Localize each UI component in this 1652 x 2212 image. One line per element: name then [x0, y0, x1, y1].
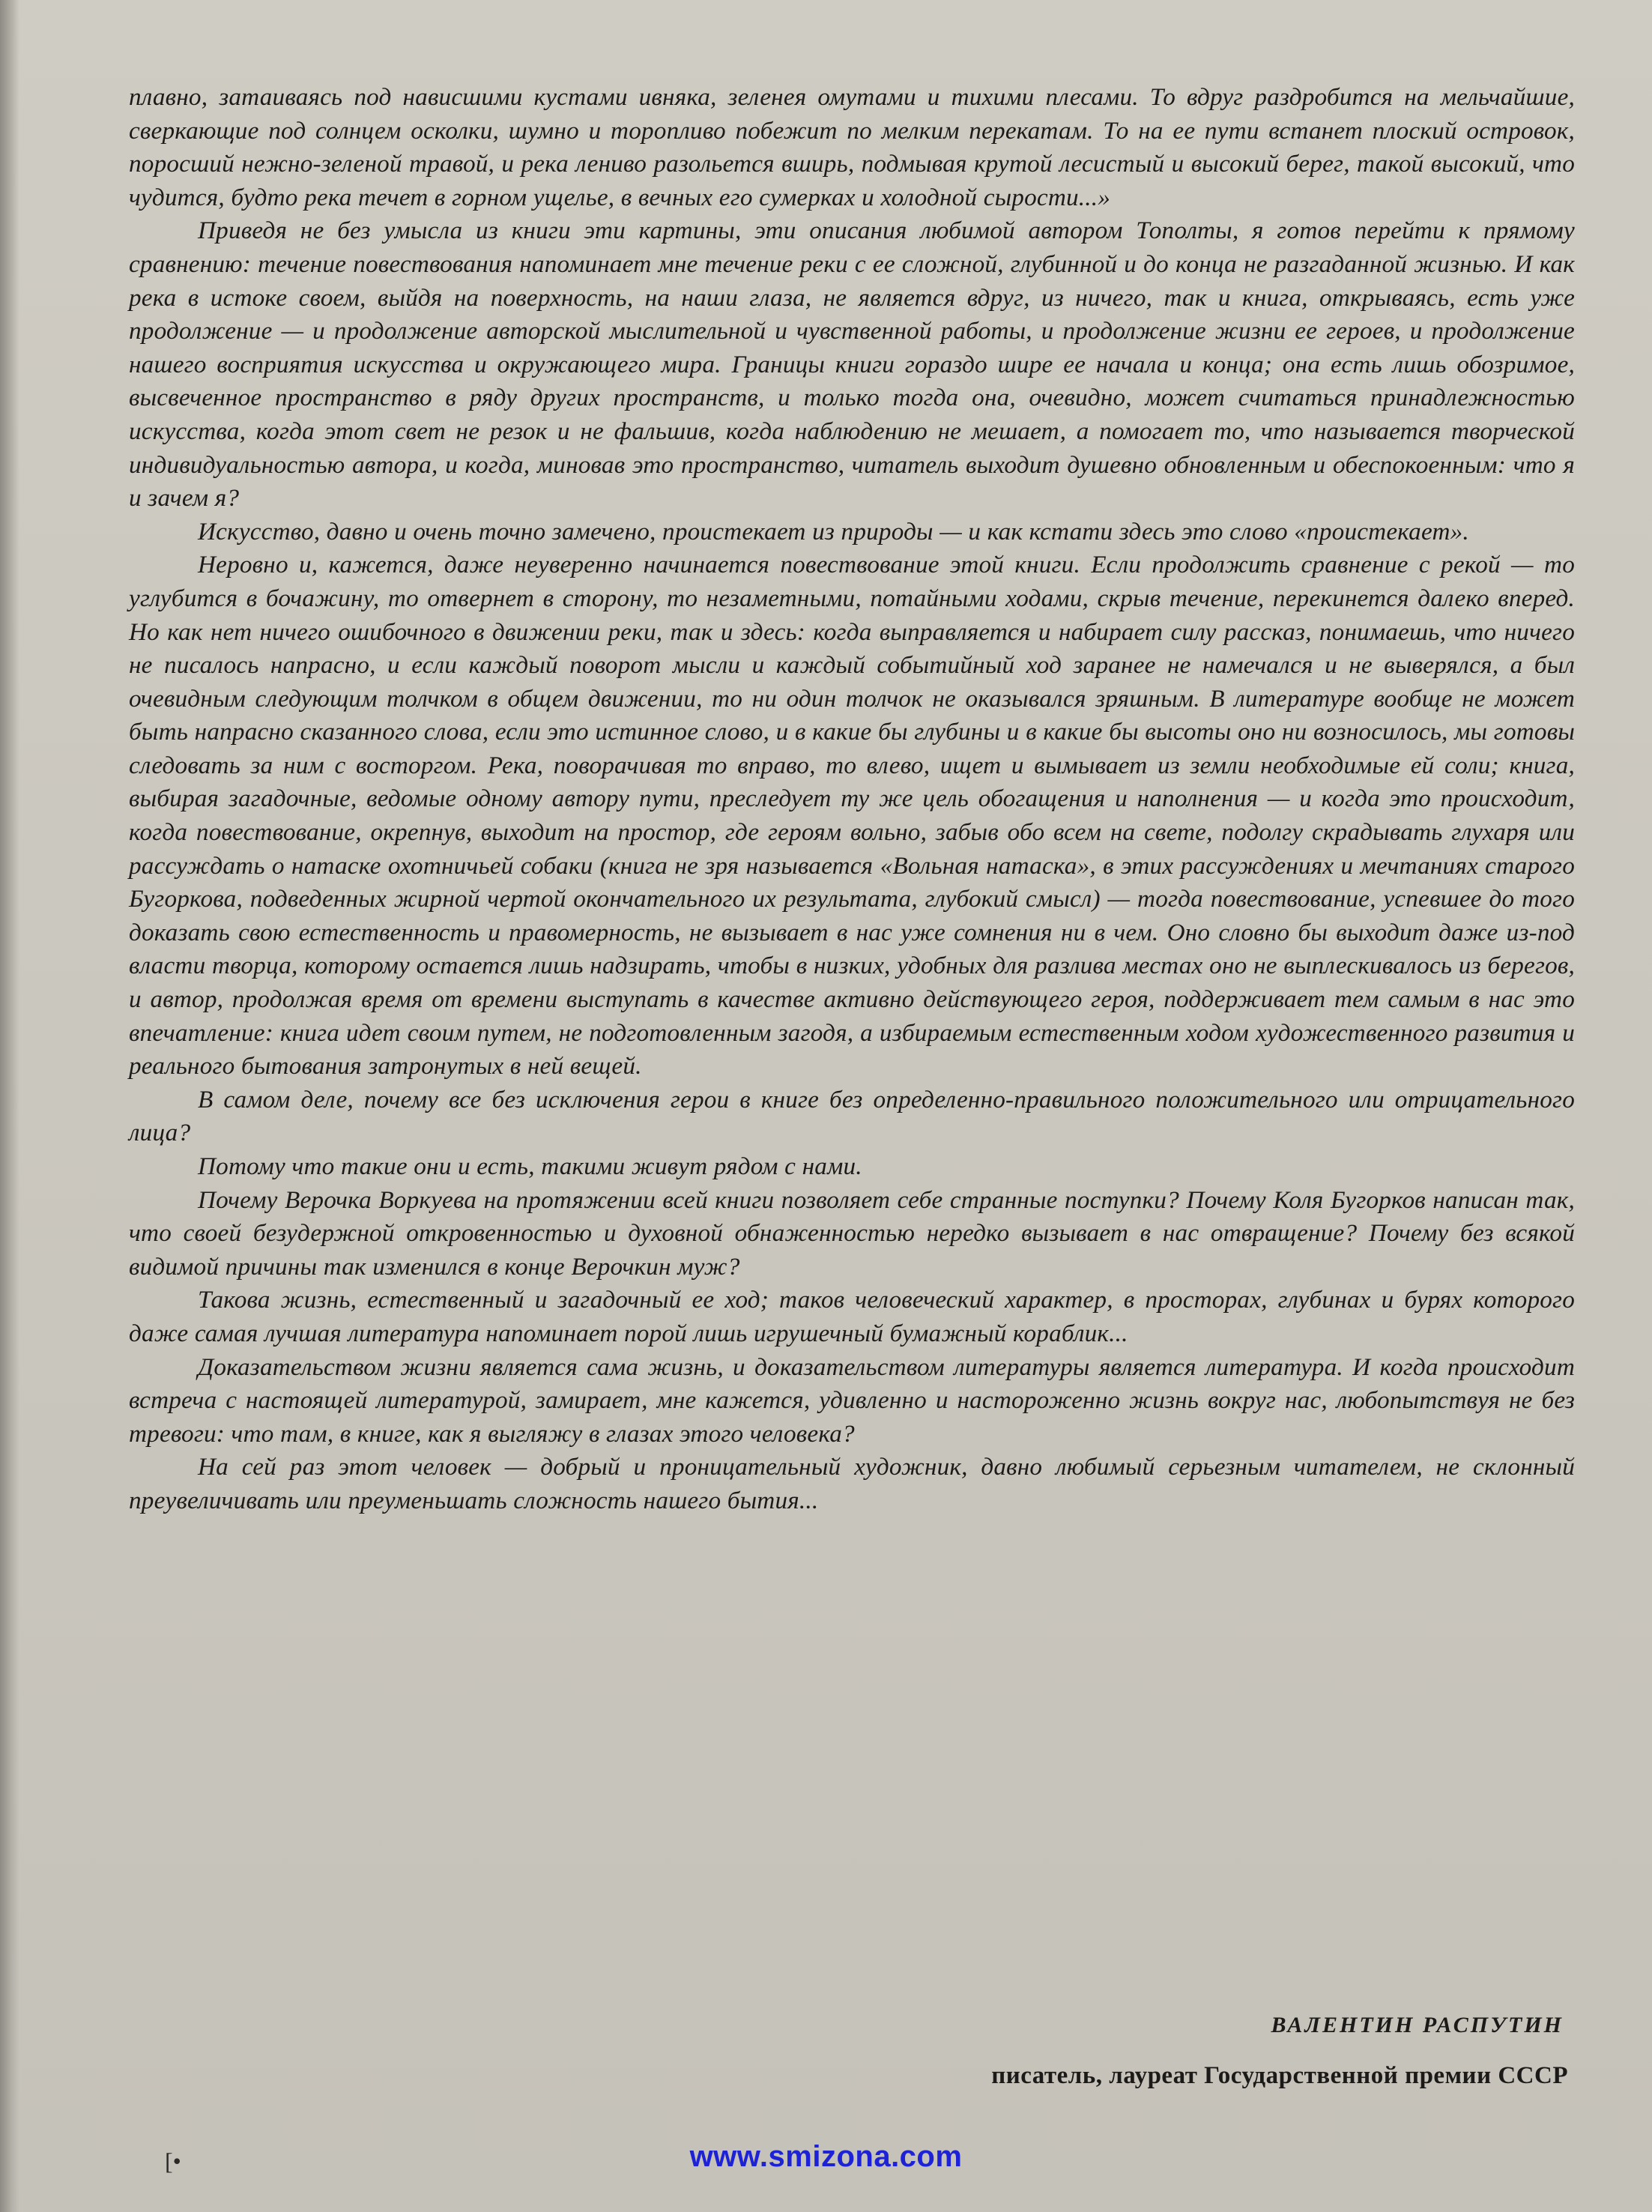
paragraph-9: Доказательством жизни является сама жизнь, и доказательством литературы является литература. И когда происходит встреча с настоящей литературой, замирает, мне кажется, удивленно и настороженно жизнь вокруг нас, любопытствуя не без тревоги: что там, в книге, как я выгляжу в глазах этого человека?: [129, 1353, 1575, 1448]
paragraph-10: На сей раз этот человек — добрый и проницательный художник, давно любимый серьезным читателем, не склонный преувеличивать или преуменьшать сложность нашего бытия...: [129, 1453, 1575, 1514]
paragraph-5: В самом деле, почему все без исключения герои в книге без определенно-правильного положительного или отрицательного лица?: [129, 1085, 1575, 1147]
paragraph-1: плавно, затаиваясь под нависшими кустами ивняка, зеленея омутами и тихими плесами. То вдруг раздробится на мельчайшие, сверкающие под солнцем осколки, шумно и торопливо побежит по мелким перекатам. То на ее пути встанет плоский островок, поросший нежно-зеленой травой, и река лениво разольется вширь, подмывая крутой лесистый и высокий берег, такой высокий, что чудится, будто река течет в горном ущелье, в вечных его сумерках и холодной сырости...»: [129, 83, 1575, 211]
paragraph-4: Неровно и, кажется, даже неуверенно начинается повествование этой книги. Если продолжить сравнение с рекой — то углубится в бочажину, то отвернет в сторону, то незаметными, потайными ходами, скрыв течение, перекинется далеко вперед. Но как нет ничего ошибочного в движении реки, так и здесь: когда выправляется и набирает силу рассказ, понимаешь, что ничего не писалось напрасно, и если каждый поворот мысли и каждый событийный ход заранее не намечался и не выверялся, а был очевидным следующим толчком в общем движении, то ни один толчок не оказывался зряшным. В литературе вообще не может быть напрасно сказанного слова, если это истинное слово, и в какие бы глубины и в какие бы высоты оно ни возносилось, мы готовы следовать за ним с восторгом. Река, поворачивая то вправо, то влево, ищет и вымывает из земли необходимые ей соли; книга, выбирая загадочные, ведомые одному автору пути, преследует ту же цель обогащения и наполнения — и когда это происходит, когда повествование, окрепнув, выходит на простор, где героям вольно, забыв обо всем на свете, подолгу скрадывать глухаря или рассуждать о натаске охотничьей собаки (книга не зря называется «Вольная натаска», в этих рассуждениях и мечтаниях старого Бугоркова, подведенных жирной чертой окончательного их результата, глубокий смысл) — тогда повествование, успевшее до того доказать свою естественность и правомерность, не вызывает в нас уже сомнения ни в чем. Оно словно бы выходит даже из-под власти творца, которому остается лишь надзирать, чтобы в низких, удобных для разлива местах оно не выплескивалось из берегов, и автор, продолжая время от времени выступать в качестве активно действующего героя, поддерживает тем самым в нас это впечатление: книга идет своим путем, не подготовленным загодя, а избираемым естественным ходом художественного развития и реального бытования затронутых в ней вещей.: [129, 551, 1575, 1081]
author-title: писатель, лауреат Государственной премии СССР: [991, 2062, 1568, 2089]
paragraph-3: Искусство, давно и очень точно замечено, проистекает из природы — и как кстати здесь это слово «проистекает».: [198, 517, 1469, 546]
page-mark: [•: [165, 2148, 181, 2175]
paragraph-6: Потому что такие они и есть, такими живут рядом с нами.: [198, 1152, 862, 1180]
paragraph-2: Приведя не без умысла из книги эти картины, эти описания любимой автором Тополты, я готов перейти к прямому сравнению: течение повествования напоминает мне течение реки с ее сложной, глубинной и до конца не разгаданной жизнью. И как река в истоке своем, выйдя на поверхность, на наши глаза, не является вдруг, из ничего, так и книга, открываясь, есть уже продолжение — и продолжение авторской мыслительной и чувственной работы, и продолжение жизни ее героев, и продолжение нашего восприятия искусства и окружающего мира. Границы книги гораздо шире ее начала и конца; она есть лишь обозримое, высвеченное пространство в ряду других пространств, и только тогда она, очевидно, может считаться принадлежностью искусства, когда этот свет не резок и не фальшив, когда наблюдению не мешает, а помогает то, что называется творческой индивидуальностью автора, и когда, миновав это пространство, читатель выходит душевно обновленным и обеспокоенным: что я и зачем я?: [129, 217, 1575, 513]
site-url-watermark: www.smizona.com: [689, 2140, 963, 2173]
paragraph-8: Такова жизнь, естественный и загадочный ее ход; таков человеческий характер, в просторах, глубинах и бурях которого даже самая лучшая литература напоминает порой лишь игрушечный бумажный кораблик...: [129, 1286, 1575, 1347]
author-name: ВАЛЕНТИН РАСПУТИН: [1271, 2013, 1564, 2037]
article-body: [129, 81, 1575, 1518]
paragraph-7: Почему Верочка Воркуева на протяжении всей книги позволяет себе странные поступки? Почему Коля Бугорков написан так, что своей безудержной откровенностью и духовной обнаженностью нередко вызывает в нас отвращение? Почему без всякой видимой причины так изменился в конце Верочкин муж?: [129, 1185, 1575, 1281]
